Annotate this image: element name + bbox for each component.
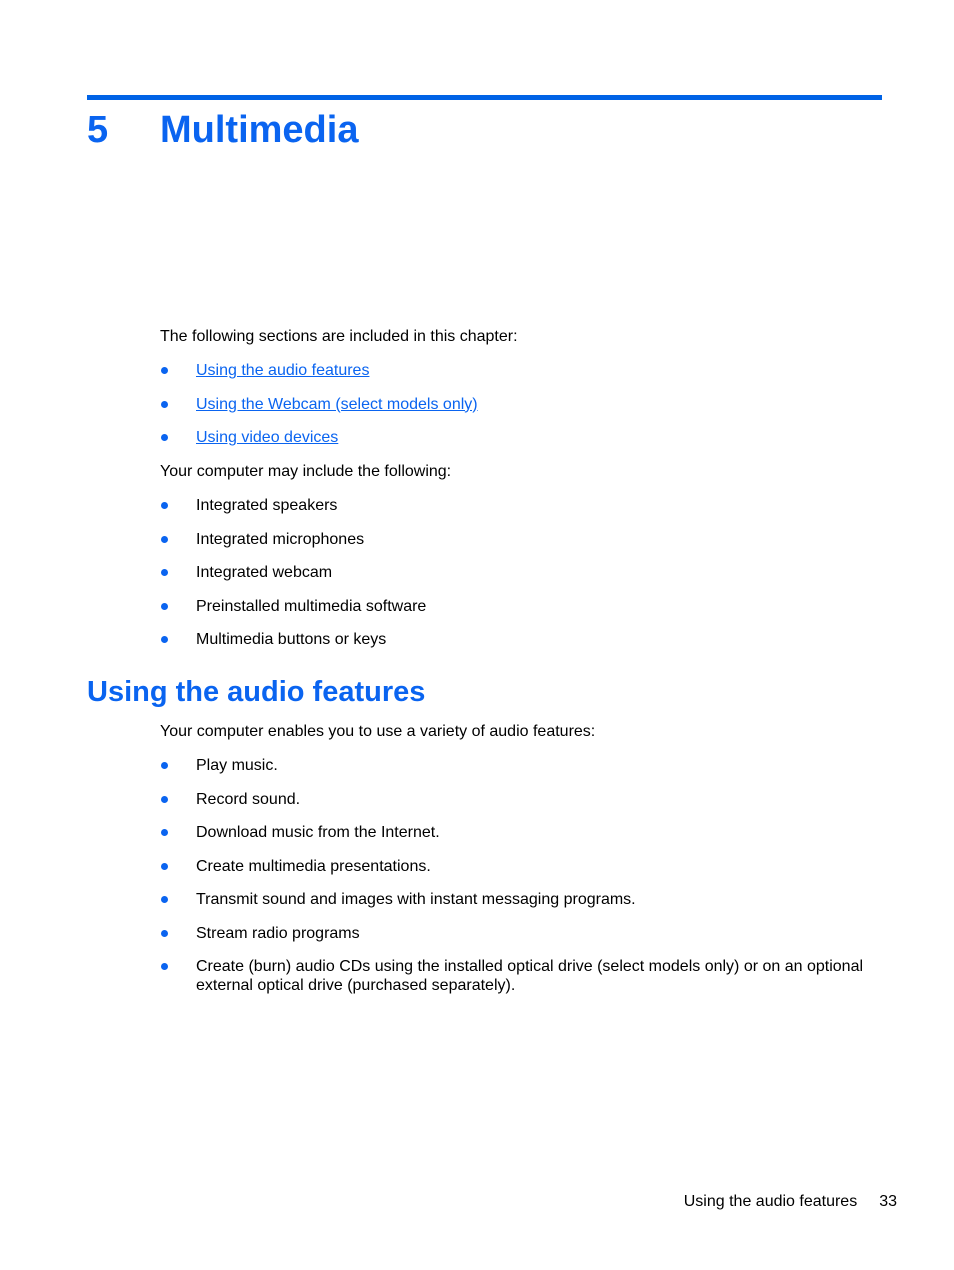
list-item-text: Create (burn) audio CDs using the installed optical drive (select models only) or on an optional external optical drive (purchased separately). [196, 958, 864, 994]
list-item-text: Integrated speakers [196, 497, 338, 514]
chapter-rule [87, 95, 882, 100]
page-footer [684, 1192, 897, 1212]
list-item [160, 823, 880, 842]
list-item-text: Transmit sound and images with instant messaging programs. [196, 891, 636, 908]
list-item-text: Create multimedia presentations. [196, 857, 431, 875]
list-item [160, 563, 880, 582]
list-item-text: Preinstalled multimedia software [196, 597, 427, 615]
list-item-text: Download music from the Internet. [196, 824, 440, 841]
chapter-intro: The following sections are included in this chapter: [160, 328, 518, 345]
includes-intro: Your computer may include the following: [160, 463, 452, 480]
page-number: 33 [879, 1193, 897, 1210]
footer-section-title: Using the audio features [683, 1193, 858, 1210]
toc-link-audio[interactable]: Using the audio features [196, 362, 370, 379]
list-item [160, 428, 880, 447]
bullet-icon [161, 536, 168, 543]
bullet-icon [161, 502, 168, 509]
list-item-text: Integrated webcam [196, 564, 333, 581]
bullet-icon [161, 636, 168, 643]
bullet-icon [161, 434, 168, 441]
bullet-icon [161, 367, 168, 374]
list-item [160, 530, 880, 549]
bullet-icon [161, 569, 168, 576]
list-item [160, 597, 880, 616]
bullet-icon [161, 401, 168, 408]
list-item [160, 361, 880, 380]
audio-features-list [160, 756, 880, 1010]
bullet-icon [161, 829, 168, 836]
list-item [160, 395, 880, 414]
chapter-number: 5 [87, 109, 109, 151]
list-item [160, 756, 880, 775]
section-heading: Using the audio features [87, 676, 426, 708]
list-item [160, 924, 880, 943]
list-item-text: Record sound. [196, 790, 301, 808]
list-item [160, 957, 880, 995]
list-item [160, 790, 880, 809]
list-item-text: Play music. [196, 757, 278, 774]
bullet-icon [161, 796, 168, 803]
list-item-text: Multimedia buttons or keys [196, 631, 387, 648]
bullet-icon [161, 930, 168, 937]
bullet-icon [161, 863, 168, 870]
bullet-icon [161, 963, 168, 970]
bullet-icon [161, 603, 168, 610]
list-item-text: Integrated microphones [196, 530, 365, 548]
includes-list [160, 496, 880, 664]
section-intro: Your computer enables you to use a variety of audio features: [160, 723, 596, 740]
list-item [160, 496, 880, 515]
list-item [160, 630, 880, 649]
list-item [160, 890, 880, 909]
list-item [160, 857, 880, 876]
bullet-icon [161, 896, 168, 903]
bullet-icon [161, 762, 168, 769]
toc-link-video[interactable]: Using video devices [196, 429, 339, 446]
chapter-title: Multimedia [160, 109, 359, 151]
list-item-text: Stream radio programs [196, 924, 360, 942]
chapter-heading [87, 106, 358, 154]
toc-link-webcam[interactable]: Using the Webcam (select models only) [196, 395, 478, 413]
toc-list [160, 361, 880, 462]
